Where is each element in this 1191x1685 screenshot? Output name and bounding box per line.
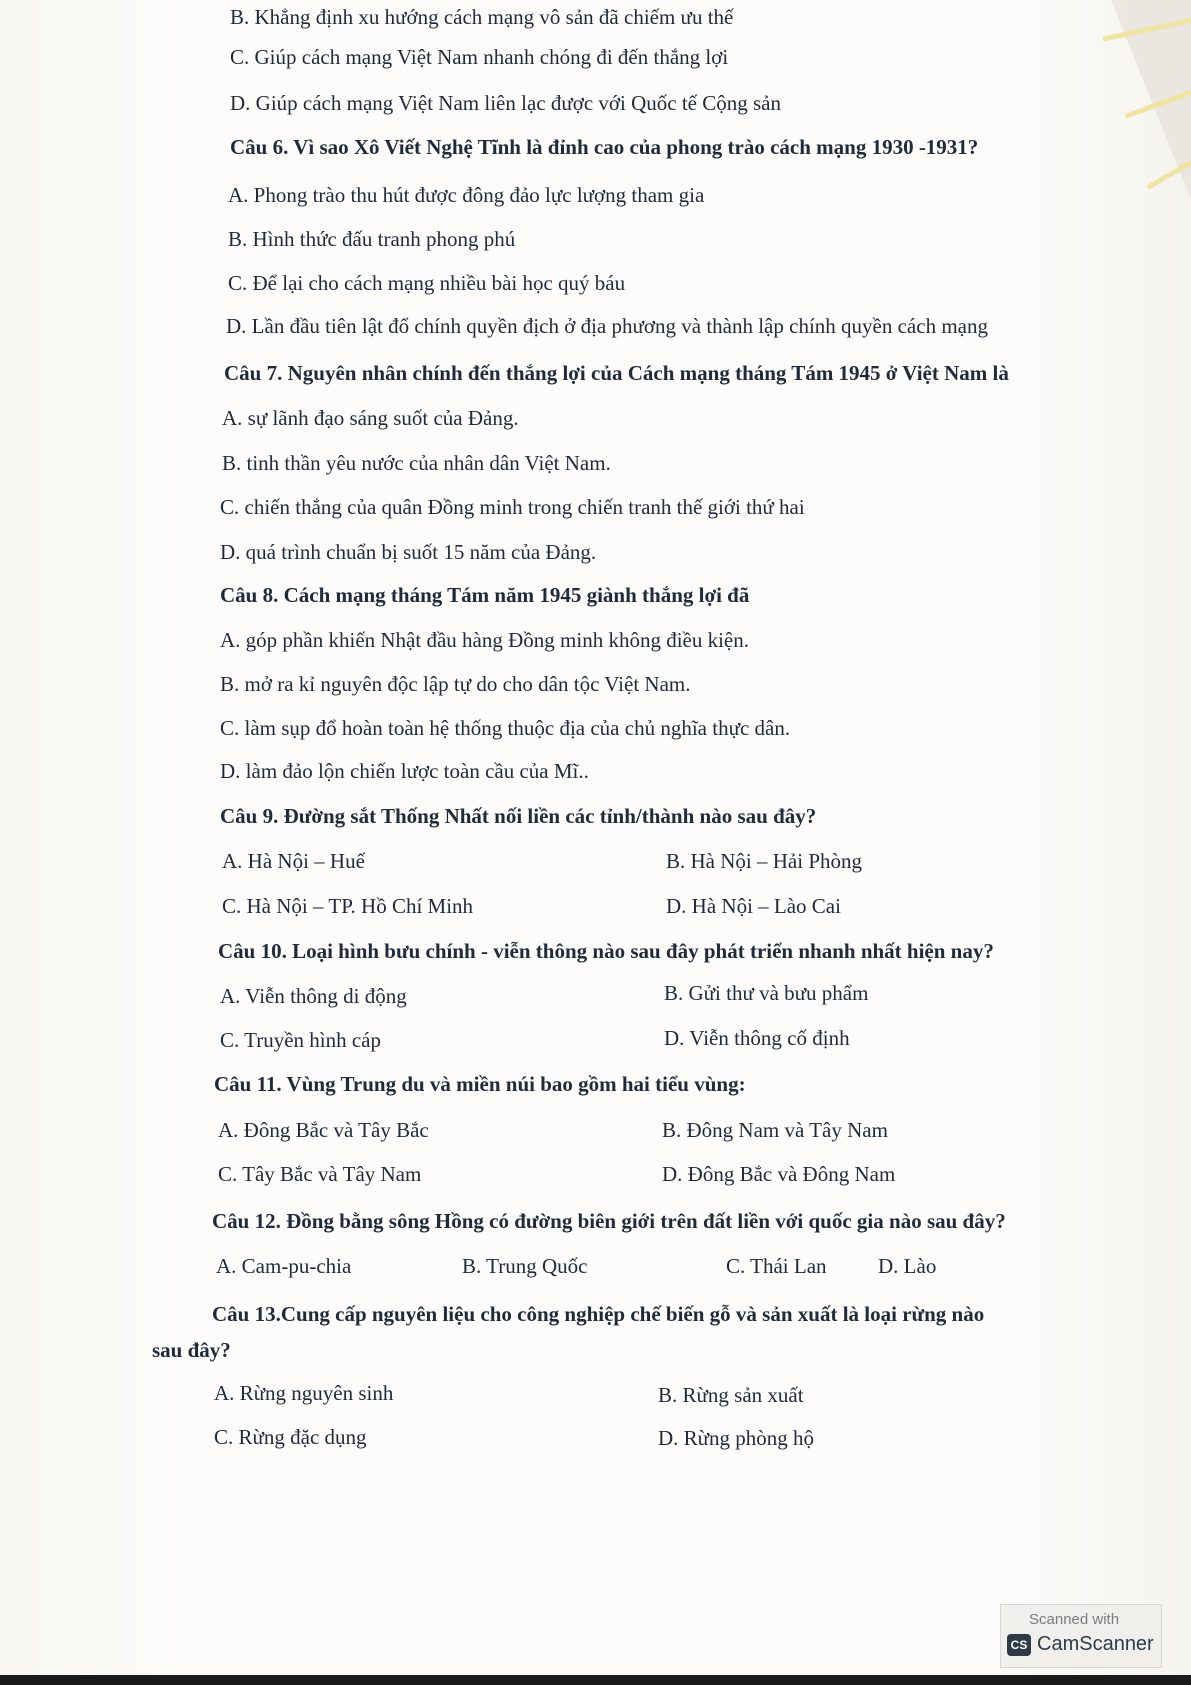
option-c: C. Thái Lan: [726, 1254, 827, 1278]
question-title: Câu 6. Vì sao Xô Viết Nghệ Tĩnh là đỉnh cao của phong trào cách mạng 1930 -1931?: [230, 135, 979, 159]
option-b: B. Gửi thư và bưu phẩm: [664, 981, 869, 1005]
option-a: A. Rừng nguyên sinh: [214, 1381, 394, 1405]
option-line: A. sự lãnh đạo sáng suốt của Đảng.: [222, 406, 519, 430]
question-title: Câu 9. Đường sắt Thống Nhất nối liền các tỉnh/thành nào sau đây?: [220, 804, 817, 828]
option-line: A. Phong trào thu hút được đông đảo lực lượng tham gia: [228, 183, 705, 207]
option-a: A. Hà Nội – Huế: [222, 849, 365, 873]
option-d: D. Lào: [878, 1254, 937, 1278]
option-line: C. làm sụp đổ hoàn toàn hệ thống thuộc địa của chủ nghĩa thực dân.: [220, 716, 791, 740]
option-a: A. Cam-pu-chia: [216, 1254, 352, 1278]
option-line: C. Giúp cách mạng Việt Nam nhanh chóng đi đến thắng lợi: [230, 45, 729, 69]
option-d: D. Rừng phòng hộ: [658, 1426, 815, 1450]
question-title-continued: sau đây?: [152, 1338, 231, 1362]
option-c: C. Tây Bắc và Tây Nam: [218, 1162, 422, 1186]
bottom-border: [0, 1675, 1191, 1685]
option-a: A. Viễn thông di động: [220, 984, 407, 1008]
question-title: Câu 11. Vùng Trung du và miền núi bao gồm hai tiểu vùng:: [214, 1072, 746, 1096]
option-d: D. Hà Nội – Lào Cai: [666, 894, 841, 918]
camscanner-logo-icon: CS: [1007, 1634, 1031, 1656]
question-title: Câu 13.Cung cấp nguyên liệu cho công nghiệp chế biến gỗ và sản xuất là loại rừng nào: [212, 1302, 985, 1326]
option-b: B. Đông Nam và Tây Nam: [662, 1118, 888, 1142]
option-d: D. Viễn thông cố định: [664, 1026, 850, 1050]
option-b: B. Trung Quốc: [462, 1254, 588, 1278]
option-line: C. Để lại cho cách mạng nhiều bài học quý báu: [228, 271, 626, 295]
option-c: C. Truyền hình cáp: [220, 1028, 382, 1052]
question-title: Câu 8. Cách mạng tháng Tám năm 1945 giành thắng lợi đã: [220, 583, 750, 607]
option-line: C. chiến thắng của quân Đồng minh trong chiến tranh thế giới thứ hai: [220, 495, 805, 519]
badge-scanned-text: Scanned with: [1029, 1611, 1120, 1628]
option-line: D. quá trình chuẩn bị suốt 15 năm của Đảng.: [220, 540, 597, 564]
camscanner-badge: [1000, 1604, 1162, 1668]
option-line: B. Hình thức đấu tranh phong phú: [228, 227, 516, 251]
option-d: D. Đông Bắc và Đông Nam: [662, 1162, 896, 1186]
option-b: B. Rừng sản xuất: [658, 1383, 804, 1407]
option-c: C. Hà Nội – TP. Hồ Chí Minh: [222, 894, 474, 918]
badge-brand-text: CamScanner: [1037, 1633, 1154, 1655]
option-a: A. Đông Bắc và Tây Bắc: [218, 1118, 429, 1142]
option-line: D. làm đảo lộn chiến lược toàn cầu của Mĩ..: [220, 759, 589, 783]
option-line: D. Giúp cách mạng Việt Nam liên lạc được với Quốc tế Cộng sản: [230, 91, 781, 115]
question-title: Câu 12. Đồng bằng sông Hồng có đường biên giới trên đất liền với quốc gia nào sau đây?: [212, 1209, 1006, 1233]
option-line: B. Khẳng định xu hướng cách mạng vô sản đã chiếm ưu thế: [230, 5, 734, 29]
option-c: C. Rừng đặc dụng: [214, 1425, 367, 1449]
question-title: Câu 7. Nguyên nhân chính đến thắng lợi của Cách mạng tháng Tám 1945 ở Việt Nam là: [224, 361, 1009, 385]
option-line: B. mở ra kỉ nguyên độc lập tự do cho dân tộc Việt Nam.: [220, 672, 691, 696]
option-line: A. góp phần khiến Nhật đầu hàng Đồng minh không điều kiện.: [220, 628, 749, 652]
option-line: B. tinh thần yêu nước của nhân dân Việt Nam.: [222, 451, 611, 475]
option-line: D. Lần đầu tiên lật đổ chính quyền địch ở địa phương và thành lập chính quyền cách mạng: [226, 314, 988, 338]
option-b: B. Hà Nội – Hải Phòng: [666, 849, 862, 873]
question-title: Câu 10. Loại hình bưu chính - viễn thông nào sau đây phát triển nhanh nhất hiện nay?: [218, 939, 994, 963]
